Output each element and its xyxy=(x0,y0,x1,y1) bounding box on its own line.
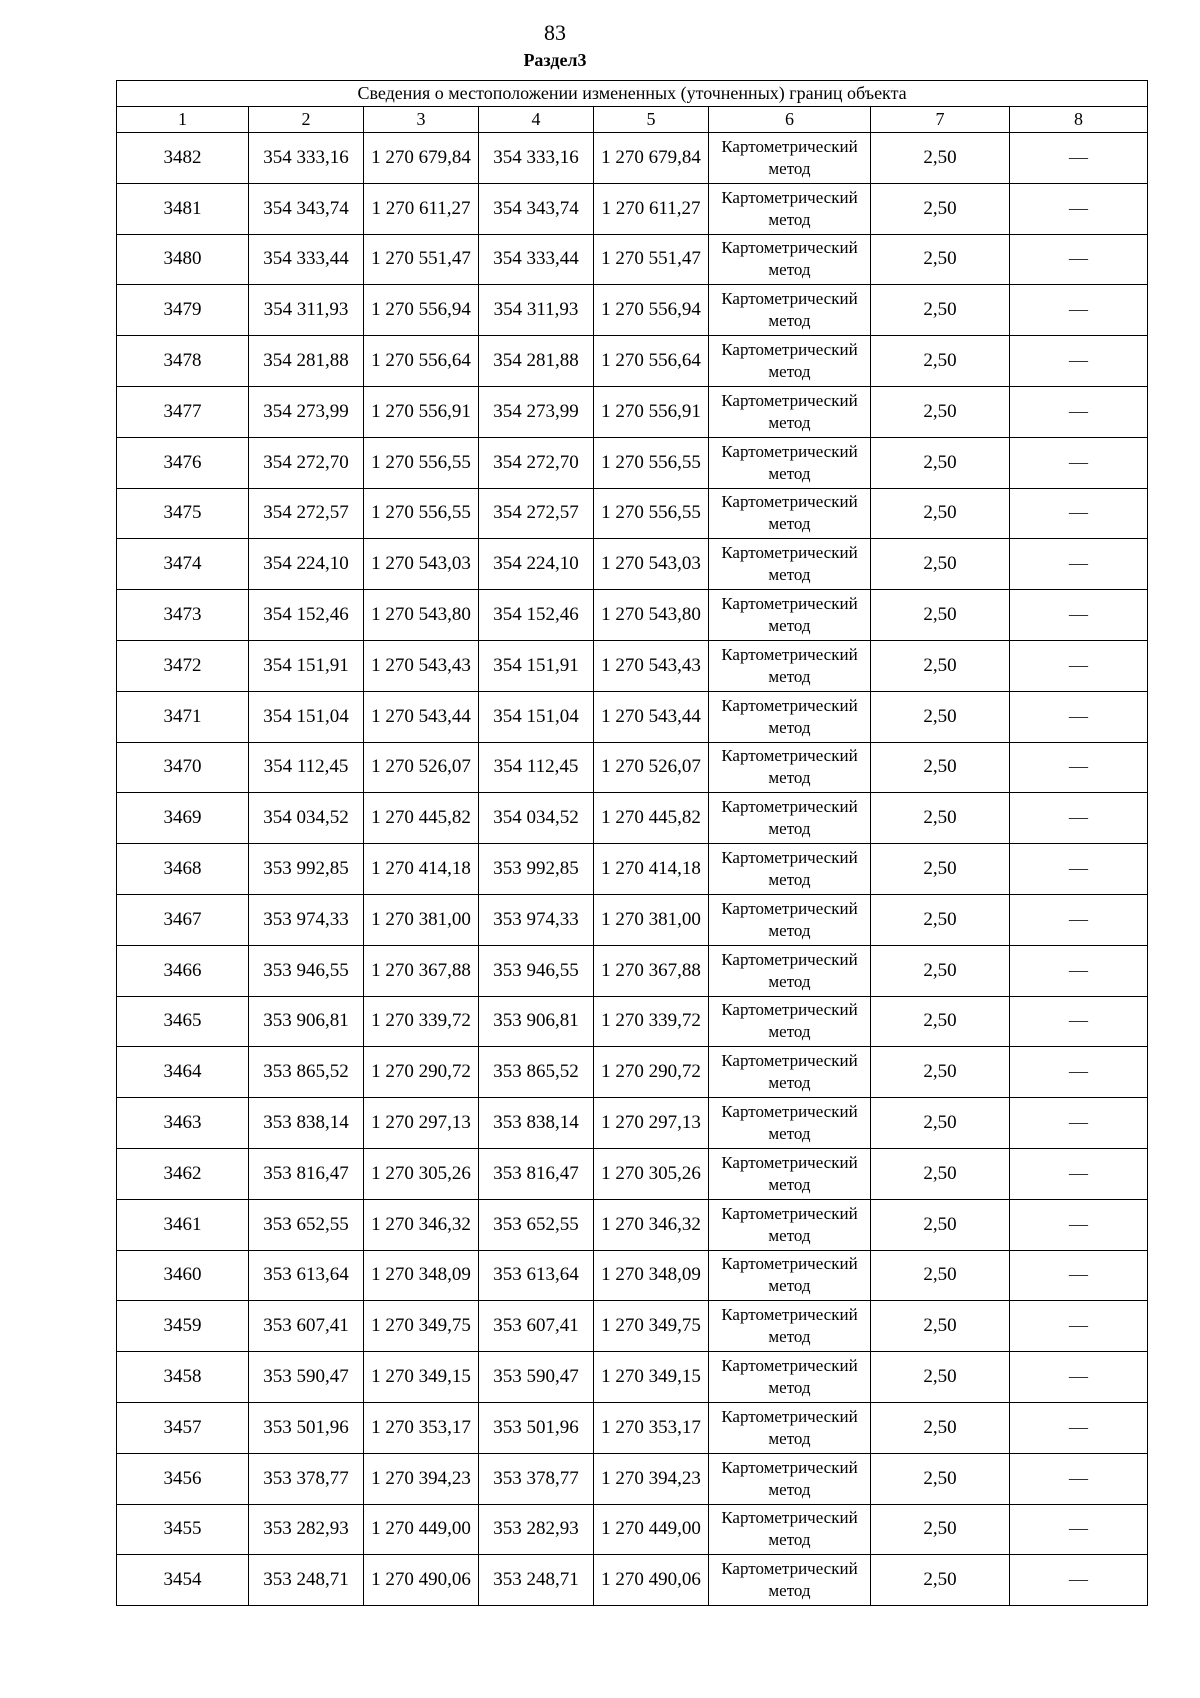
table-cell-col-7: 2,50 xyxy=(871,437,1010,488)
table-cell-col-5: 1 270 349,15 xyxy=(594,1352,709,1403)
table-cell-col-4: 353 282,93 xyxy=(479,1504,594,1555)
table-cell-col-7: 2,50 xyxy=(871,894,1010,945)
table-cell-col-7: 2,50 xyxy=(871,1148,1010,1199)
table-cell-col-6: Картометрический метод xyxy=(709,996,871,1047)
table-cell-col-2: 354 333,44 xyxy=(249,234,364,285)
table-row xyxy=(117,996,1148,1047)
table-cell-col-4: 353 248,71 xyxy=(479,1555,594,1606)
table-cell-col-7: 2,50 xyxy=(871,336,1010,387)
table-cell-col-2: 353 652,55 xyxy=(249,1199,364,1250)
table-row xyxy=(117,945,1148,996)
table-cell-col-8: — xyxy=(1010,1352,1148,1403)
table-cell-col-3: 1 270 290,72 xyxy=(364,1047,479,1098)
table-cell-col-6: Картометрический метод xyxy=(709,742,871,793)
table-cell-col-2: 354 151,91 xyxy=(249,640,364,691)
table-row xyxy=(117,844,1148,895)
table-cell-col-8: — xyxy=(1010,133,1148,184)
table-cell-col-5: 1 270 449,00 xyxy=(594,1504,709,1555)
table-cell-col-8: — xyxy=(1010,386,1148,437)
table-cell-col-8: — xyxy=(1010,285,1148,336)
table-cell-col-2: 354 224,10 xyxy=(249,539,364,590)
table-cell-col-5: 1 270 679,84 xyxy=(594,133,709,184)
table-cell-col-8: — xyxy=(1010,1199,1148,1250)
table-cell-col-4: 353 378,77 xyxy=(479,1453,594,1504)
table-cell-col-5: 1 270 445,82 xyxy=(594,793,709,844)
table-cell-col-4: 353 590,47 xyxy=(479,1352,594,1403)
table-cell-col-4: 354 333,44 xyxy=(479,234,594,285)
table-cell-col-3: 1 270 414,18 xyxy=(364,844,479,895)
table-cell-col-3: 1 270 611,27 xyxy=(364,183,479,234)
table-row xyxy=(117,1301,1148,1352)
table-cell-col-8: — xyxy=(1010,234,1148,285)
table-cell-col-2: 353 613,64 xyxy=(249,1250,364,1301)
table-cell-col-4: 354 311,93 xyxy=(479,285,594,336)
table-cell-col-4: 354 112,45 xyxy=(479,742,594,793)
table-cell-col-2: 354 311,93 xyxy=(249,285,364,336)
table-cell-col-6: Картометрический метод xyxy=(709,1199,871,1250)
table-cell-col-2: 353 378,77 xyxy=(249,1453,364,1504)
table-cell-col-8: — xyxy=(1010,793,1148,844)
table-cell-col-1: 3457 xyxy=(117,1402,249,1453)
table-cell-col-6: Картометрический метод xyxy=(709,1148,871,1199)
table-cell-col-4: 354 272,70 xyxy=(479,437,594,488)
table-cell-col-8: — xyxy=(1010,640,1148,691)
table-cell-col-5: 1 270 556,91 xyxy=(594,386,709,437)
table-cell-col-2: 353 865,52 xyxy=(249,1047,364,1098)
table-row xyxy=(117,234,1148,285)
table-row xyxy=(117,133,1148,184)
table-row xyxy=(117,1504,1148,1555)
table-cell-col-4: 353 838,14 xyxy=(479,1098,594,1149)
table-row xyxy=(117,1352,1148,1403)
table-cell-col-8: — xyxy=(1010,590,1148,641)
table-cell-col-7: 2,50 xyxy=(871,1402,1010,1453)
table-cell-col-7: 2,50 xyxy=(871,996,1010,1047)
table-row xyxy=(117,590,1148,641)
table-cell-col-1: 3479 xyxy=(117,285,249,336)
table-cell-col-6: Картометрический метод xyxy=(709,1504,871,1555)
table-cell-col-1: 3465 xyxy=(117,996,249,1047)
table-cell-col-8: — xyxy=(1010,1098,1148,1149)
table-cell-col-6: Картометрический метод xyxy=(709,590,871,641)
table-cell-col-1: 3466 xyxy=(117,945,249,996)
table-cell-col-2: 354 281,88 xyxy=(249,336,364,387)
table-cell-col-1: 3462 xyxy=(117,1148,249,1199)
table-cell-col-7: 2,50 xyxy=(871,844,1010,895)
table-cell-col-1: 3482 xyxy=(117,133,249,184)
table-cell-col-5: 1 270 556,55 xyxy=(594,437,709,488)
table-cell-col-8: — xyxy=(1010,539,1148,590)
table-cell-col-5: 1 270 349,75 xyxy=(594,1301,709,1352)
table-cell-col-1: 3475 xyxy=(117,488,249,539)
table-cell-col-3: 1 270 381,00 xyxy=(364,894,479,945)
table-cell-col-2: 354 343,74 xyxy=(249,183,364,234)
table-cell-col-4: 354 151,04 xyxy=(479,691,594,742)
table-cell-col-4: 353 816,47 xyxy=(479,1148,594,1199)
table-cell-col-3: 1 270 297,13 xyxy=(364,1098,479,1149)
table-cell-col-6: Картометрический метод xyxy=(709,183,871,234)
table-cell-col-7: 2,50 xyxy=(871,1504,1010,1555)
table-cell-col-6: Картометрический метод xyxy=(709,386,871,437)
table-cell-col-3: 1 270 556,94 xyxy=(364,285,479,336)
table-cell-col-4: 353 992,85 xyxy=(479,844,594,895)
table-cell-col-3: 1 270 305,26 xyxy=(364,1148,479,1199)
table-cell-col-1: 3470 xyxy=(117,742,249,793)
table-cell-col-5: 1 270 556,64 xyxy=(594,336,709,387)
table-cell-col-1: 3460 xyxy=(117,1250,249,1301)
table-cell-col-2: 353 248,71 xyxy=(249,1555,364,1606)
table-cell-col-6: Картометрический метод xyxy=(709,1453,871,1504)
table-cell-col-7: 2,50 xyxy=(871,234,1010,285)
table-cell-col-1: 3463 xyxy=(117,1098,249,1149)
table-cell-col-4: 353 865,52 xyxy=(479,1047,594,1098)
table-cell-col-5: 1 270 543,80 xyxy=(594,590,709,641)
table-cell-col-7: 2,50 xyxy=(871,1301,1010,1352)
column-number-5: 5 xyxy=(594,107,709,133)
table-cell-col-6: Картометрический метод xyxy=(709,234,871,285)
table-cell-col-2: 353 816,47 xyxy=(249,1148,364,1199)
table-cell-col-4: 353 652,55 xyxy=(479,1199,594,1250)
table-row xyxy=(117,640,1148,691)
table-cell-col-1: 3459 xyxy=(117,1301,249,1352)
table-cell-col-6: Картометрический метод xyxy=(709,1555,871,1606)
table-cell-col-8: — xyxy=(1010,996,1148,1047)
table-cell-col-7: 2,50 xyxy=(871,1250,1010,1301)
table-cell-col-8: — xyxy=(1010,1047,1148,1098)
table-cell-col-3: 1 270 556,55 xyxy=(364,437,479,488)
table-cell-col-1: 3478 xyxy=(117,336,249,387)
table-cell-col-8: — xyxy=(1010,1555,1148,1606)
table-cell-col-3: 1 270 367,88 xyxy=(364,945,479,996)
table-cell-col-5: 1 270 556,94 xyxy=(594,285,709,336)
table-cell-col-7: 2,50 xyxy=(871,386,1010,437)
table-cell-col-8: — xyxy=(1010,1453,1148,1504)
table-cell-col-7: 2,50 xyxy=(871,742,1010,793)
table-row xyxy=(117,1555,1148,1606)
table-cell-col-4: 354 272,57 xyxy=(479,488,594,539)
table-cell-col-3: 1 270 445,82 xyxy=(364,793,479,844)
table-row xyxy=(117,742,1148,793)
table-cell-col-5: 1 270 543,44 xyxy=(594,691,709,742)
table-cell-col-3: 1 270 348,09 xyxy=(364,1250,479,1301)
table-row xyxy=(117,1148,1148,1199)
table-cell-col-4: 354 273,99 xyxy=(479,386,594,437)
column-number-6: 6 xyxy=(709,107,871,133)
table-cell-col-3: 1 270 679,84 xyxy=(364,133,479,184)
table-cell-col-3: 1 270 349,15 xyxy=(364,1352,479,1403)
table-caption: Сведения о местоположении измененных (уточненных) границ объекта xyxy=(117,81,1148,107)
table-cell-col-4: 353 946,55 xyxy=(479,945,594,996)
table-row xyxy=(117,1453,1148,1504)
table-cell-col-3: 1 270 556,91 xyxy=(364,386,479,437)
table-cell-col-7: 2,50 xyxy=(871,1453,1010,1504)
table-cell-col-2: 354 272,70 xyxy=(249,437,364,488)
table-cell-col-8: — xyxy=(1010,183,1148,234)
table-row xyxy=(117,336,1148,387)
table-cell-col-4: 354 152,46 xyxy=(479,590,594,641)
table-cell-col-2: 354 152,46 xyxy=(249,590,364,641)
table-row xyxy=(117,1199,1148,1250)
table-cell-col-2: 353 501,96 xyxy=(249,1402,364,1453)
table-cell-col-2: 354 112,45 xyxy=(249,742,364,793)
table-cell-col-4: 353 613,64 xyxy=(479,1250,594,1301)
table-cell-col-3: 1 270 543,03 xyxy=(364,539,479,590)
table-cell-col-8: — xyxy=(1010,945,1148,996)
table-cell-col-3: 1 270 349,75 xyxy=(364,1301,479,1352)
table-cell-col-3: 1 270 526,07 xyxy=(364,742,479,793)
table-cell-col-6: Картометрический метод xyxy=(709,945,871,996)
table-cell-col-4: 354 151,91 xyxy=(479,640,594,691)
table-cell-col-3: 1 270 449,00 xyxy=(364,1504,479,1555)
table-cell-col-4: 354 034,52 xyxy=(479,793,594,844)
table-cell-col-1: 3473 xyxy=(117,590,249,641)
table-cell-col-5: 1 270 394,23 xyxy=(594,1453,709,1504)
column-number-1: 1 xyxy=(117,107,249,133)
table-cell-col-5: 1 270 490,06 xyxy=(594,1555,709,1606)
table-cell-col-7: 2,50 xyxy=(871,1199,1010,1250)
table-cell-col-2: 353 974,33 xyxy=(249,894,364,945)
table-cell-col-5: 1 270 414,18 xyxy=(594,844,709,895)
table-cell-col-2: 353 590,47 xyxy=(249,1352,364,1403)
table-row xyxy=(117,539,1148,590)
table-cell-col-5: 1 270 348,09 xyxy=(594,1250,709,1301)
table-row xyxy=(117,488,1148,539)
table-cell-col-7: 2,50 xyxy=(871,183,1010,234)
table-cell-col-1: 3468 xyxy=(117,844,249,895)
table-row xyxy=(117,386,1148,437)
table-cell-col-5: 1 270 297,13 xyxy=(594,1098,709,1149)
table-cell-col-7: 2,50 xyxy=(871,1555,1010,1606)
table-cell-col-4: 353 501,96 xyxy=(479,1402,594,1453)
table-row xyxy=(117,437,1148,488)
table-cell-col-2: 353 838,14 xyxy=(249,1098,364,1149)
table-cell-col-7: 2,50 xyxy=(871,539,1010,590)
table-cell-col-2: 353 282,93 xyxy=(249,1504,364,1555)
table-cell-col-7: 2,50 xyxy=(871,1098,1010,1149)
table-cell-col-8: — xyxy=(1010,894,1148,945)
table-cell-col-6: Картометрический метод xyxy=(709,1402,871,1453)
column-number-3: 3 xyxy=(364,107,479,133)
table-cell-col-7: 2,50 xyxy=(871,1352,1010,1403)
table-cell-col-7: 2,50 xyxy=(871,945,1010,996)
table-cell-col-8: — xyxy=(1010,1402,1148,1453)
column-number-4: 4 xyxy=(479,107,594,133)
table-cell-col-5: 1 270 526,07 xyxy=(594,742,709,793)
table-cell-col-2: 353 992,85 xyxy=(249,844,364,895)
table-cell-col-5: 1 270 611,27 xyxy=(594,183,709,234)
table-cell-col-6: Картометрический метод xyxy=(709,691,871,742)
table-cell-col-7: 2,50 xyxy=(871,590,1010,641)
table-row xyxy=(117,793,1148,844)
table-cell-col-4: 353 607,41 xyxy=(479,1301,594,1352)
table-cell-col-6: Картометрический метод xyxy=(709,488,871,539)
table-cell-col-1: 3454 xyxy=(117,1555,249,1606)
table-cell-col-6: Картометрический метод xyxy=(709,437,871,488)
table-cell-col-2: 353 906,81 xyxy=(249,996,364,1047)
page-number: 83 xyxy=(544,20,566,45)
boundary-table xyxy=(116,80,1148,1606)
table-row xyxy=(117,1402,1148,1453)
table-cell-col-5: 1 270 543,03 xyxy=(594,539,709,590)
table-cell-col-3: 1 270 490,06 xyxy=(364,1555,479,1606)
table-cell-col-6: Картометрический метод xyxy=(709,1250,871,1301)
table-cell-col-5: 1 270 353,17 xyxy=(594,1402,709,1453)
table-cell-col-1: 3455 xyxy=(117,1504,249,1555)
table-cell-col-6: Картометрический метод xyxy=(709,539,871,590)
table-cell-col-4: 354 333,16 xyxy=(479,133,594,184)
table-cell-col-6: Картометрический метод xyxy=(709,1098,871,1149)
table-cell-col-1: 3471 xyxy=(117,691,249,742)
table-cell-col-7: 2,50 xyxy=(871,640,1010,691)
table-row xyxy=(117,1250,1148,1301)
table-cell-col-7: 2,50 xyxy=(871,488,1010,539)
table-cell-col-1: 3469 xyxy=(117,793,249,844)
table-cell-col-1: 3458 xyxy=(117,1352,249,1403)
table-cell-col-7: 2,50 xyxy=(871,1047,1010,1098)
table-cell-col-7: 2,50 xyxy=(871,691,1010,742)
table-cell-col-3: 1 270 556,55 xyxy=(364,488,479,539)
table-cell-col-3: 1 270 543,43 xyxy=(364,640,479,691)
table-cell-col-4: 354 343,74 xyxy=(479,183,594,234)
table-cell-col-1: 3461 xyxy=(117,1199,249,1250)
table-cell-col-3: 1 270 346,32 xyxy=(364,1199,479,1250)
table-cell-col-8: — xyxy=(1010,844,1148,895)
table-cell-col-8: — xyxy=(1010,437,1148,488)
table-cell-col-1: 3477 xyxy=(117,386,249,437)
table-cell-col-4: 354 224,10 xyxy=(479,539,594,590)
table-cell-col-5: 1 270 381,00 xyxy=(594,894,709,945)
table-cell-col-6: Картометрический метод xyxy=(709,336,871,387)
table-cell-col-8: — xyxy=(1010,1148,1148,1199)
table-cell-col-6: Картометрический метод xyxy=(709,1352,871,1403)
table-cell-col-1: 3476 xyxy=(117,437,249,488)
table-row xyxy=(117,1098,1148,1149)
table-cell-col-2: 354 333,16 xyxy=(249,133,364,184)
table-cell-col-7: 2,50 xyxy=(871,133,1010,184)
column-number-7: 7 xyxy=(871,107,1010,133)
table-cell-col-2: 354 272,57 xyxy=(249,488,364,539)
table-cell-col-1: 3467 xyxy=(117,894,249,945)
table-cell-col-5: 1 270 551,47 xyxy=(594,234,709,285)
column-number-2: 2 xyxy=(249,107,364,133)
table-cell-col-6: Картометрический метод xyxy=(709,285,871,336)
table-cell-col-6: Картометрический метод xyxy=(709,894,871,945)
table-cell-col-2: 353 607,41 xyxy=(249,1301,364,1352)
table-row xyxy=(117,285,1148,336)
table-cell-col-6: Картометрический метод xyxy=(709,1301,871,1352)
table-cell-col-3: 1 270 339,72 xyxy=(364,996,479,1047)
table-cell-col-1: 3480 xyxy=(117,234,249,285)
table-cell-col-1: 3474 xyxy=(117,539,249,590)
table-cell-col-6: Картометрический метод xyxy=(709,1047,871,1098)
table-cell-col-3: 1 270 543,44 xyxy=(364,691,479,742)
table-cell-col-6: Картометрический метод xyxy=(709,793,871,844)
table-cell-col-8: — xyxy=(1010,488,1148,539)
table-cell-col-8: — xyxy=(1010,1504,1148,1555)
table-row xyxy=(117,183,1148,234)
column-number-8: 8 xyxy=(1010,107,1148,133)
table-cell-col-3: 1 270 551,47 xyxy=(364,234,479,285)
table-cell-col-6: Картометрический метод xyxy=(709,640,871,691)
table-cell-col-7: 2,50 xyxy=(871,285,1010,336)
table-cell-col-5: 1 270 543,43 xyxy=(594,640,709,691)
table-cell-col-4: 353 974,33 xyxy=(479,894,594,945)
table-cell-col-2: 353 946,55 xyxy=(249,945,364,996)
table-cell-col-8: — xyxy=(1010,1250,1148,1301)
table-cell-col-3: 1 270 543,80 xyxy=(364,590,479,641)
table-cell-col-2: 354 034,52 xyxy=(249,793,364,844)
table-row xyxy=(117,894,1148,945)
table-cell-col-4: 353 906,81 xyxy=(479,996,594,1047)
table-row xyxy=(117,1047,1148,1098)
table-cell-col-1: 3481 xyxy=(117,183,249,234)
table-cell-col-4: 354 281,88 xyxy=(479,336,594,387)
table-cell-col-5: 1 270 367,88 xyxy=(594,945,709,996)
table-row xyxy=(117,691,1148,742)
table-cell-col-3: 1 270 394,23 xyxy=(364,1453,479,1504)
table-cell-col-6: Картометрический метод xyxy=(709,133,871,184)
table-cell-col-8: — xyxy=(1010,336,1148,387)
table-cell-col-3: 1 270 353,17 xyxy=(364,1402,479,1453)
table-cell-col-3: 1 270 556,64 xyxy=(364,336,479,387)
section-title: Раздел3 xyxy=(523,50,587,70)
table-cell-col-7: 2,50 xyxy=(871,793,1010,844)
table-cell-col-1: 3464 xyxy=(117,1047,249,1098)
table-cell-col-5: 1 270 556,55 xyxy=(594,488,709,539)
table-cell-col-8: — xyxy=(1010,691,1148,742)
table-cell-col-8: — xyxy=(1010,1301,1148,1352)
table-cell-col-5: 1 270 305,26 xyxy=(594,1148,709,1199)
table-cell-col-8: — xyxy=(1010,742,1148,793)
table-cell-col-5: 1 270 346,32 xyxy=(594,1199,709,1250)
table-cell-col-6: Картометрический метод xyxy=(709,844,871,895)
table-cell-col-2: 354 151,04 xyxy=(249,691,364,742)
table-cell-col-1: 3472 xyxy=(117,640,249,691)
table-cell-col-5: 1 270 290,72 xyxy=(594,1047,709,1098)
table-cell-col-2: 354 273,99 xyxy=(249,386,364,437)
table-cell-col-1: 3456 xyxy=(117,1453,249,1504)
table-cell-col-5: 1 270 339,72 xyxy=(594,996,709,1047)
